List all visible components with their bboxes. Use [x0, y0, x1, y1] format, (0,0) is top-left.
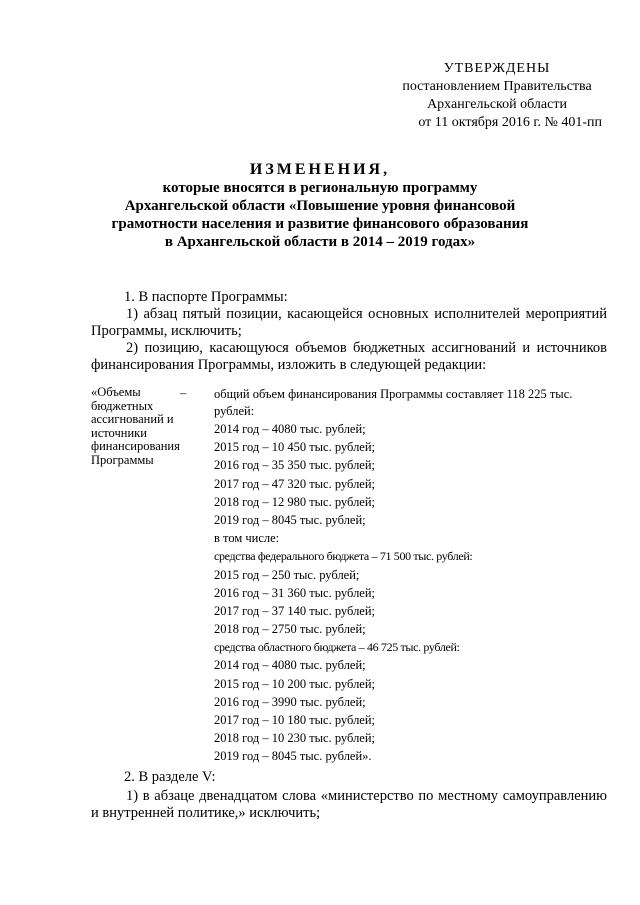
- title-line-2: Архангельской области «Повышение уровня финансовой: [124, 198, 516, 214]
- table-line: 2017 год – 10 180 тыс. рублей;: [214, 713, 376, 727]
- table-line: общий объем финансирования Программы составляет 118 225 тыс. рублей:: [214, 387, 573, 418]
- title-line-1: которые вносятся в региональную программу: [162, 180, 478, 196]
- title-main: ИЗМЕНЕНИЯ,: [249, 161, 391, 178]
- table-line: 2019 год – 8045 тыс. рублей».: [214, 749, 372, 764]
- table-line: 2018 год – 12 980 тыс. рублей;: [214, 494, 376, 509]
- table-line: 2018 год – 2750 тыс. рублей;: [214, 622, 366, 637]
- section-1-item-2: 2) позицию, касающуюся объемов бюджетных ассигнований и источников финансирования Программы, изложить в следующей редакции:: [91, 340, 607, 373]
- approval-line-1: постановлением Правительства: [402, 79, 592, 94]
- table-line: 2017 год – 37 140 тыс. рублей;: [214, 603, 376, 618]
- table-left-label: «Объемы бюджетных ассигнований и источники финансирования Программы: [91, 385, 180, 467]
- table-dash: –: [180, 386, 187, 400]
- table-line: 2015 год – 10 450 тыс. рублей;: [214, 440, 376, 455]
- table-line: 2015 год – 10 200 тыс. рублей;: [214, 676, 376, 691]
- table-line: 2018 год – 10 230 тыс. рублей;: [214, 731, 376, 746]
- approval-line-2: Архангельской области: [427, 97, 567, 112]
- document-title: [60, 161, 580, 251]
- table-line: 2019 год – 8045 тыс. рублей;: [214, 512, 366, 527]
- table-line: 2016 год – 3990 тыс. рублей;: [214, 694, 366, 709]
- table-line: 2014 год – 4080 тыс. рублей;: [214, 658, 366, 673]
- section-2-heading: 2. В разделе V:: [124, 769, 216, 785]
- table-line: в том числе:: [214, 531, 280, 546]
- table-line: средства областного бюджета – 46 725 тыс. рублей:: [214, 640, 460, 655]
- approval-stamp: [392, 60, 602, 132]
- section-2-item-1: 1) в абзаце двенадцатом слова «министерство по местному самоуправлению и внутренней политике,» исключить;: [91, 788, 607, 821]
- table-right-column: [214, 386, 609, 766]
- section-1-heading: 1. В паспорте Программы:: [124, 289, 288, 305]
- title-line-3: грамотности населения и развитие финансового образования: [111, 216, 529, 232]
- approval-line-3: от 11 октября 2016 г. № 401-пп: [418, 115, 602, 130]
- title-line-4: в Архангельской области в 2014 – 2019 годах»: [164, 234, 476, 250]
- table-line: 2016 год – 35 350 тыс. рублей;: [214, 458, 376, 473]
- table-line: 2016 год – 31 360 тыс. рублей;: [214, 585, 376, 600]
- table-line: 2015 год – 250 тыс. рублей;: [214, 567, 360, 582]
- table-line: 2014 год – 4080 тыс. рублей;: [214, 422, 366, 436]
- table-line: средства федерального бюджета – 71 500 тыс. рублей:: [214, 549, 473, 564]
- section-1-item-1: 1) абзац пятый позиции, касающейся основных исполнителей мероприятий Программы, исключить;: [91, 306, 607, 339]
- approval-heading: УТВЕРЖДЕНЫ: [443, 61, 551, 76]
- table-line: 2017 год – 47 320 тыс. рублей;: [214, 476, 376, 491]
